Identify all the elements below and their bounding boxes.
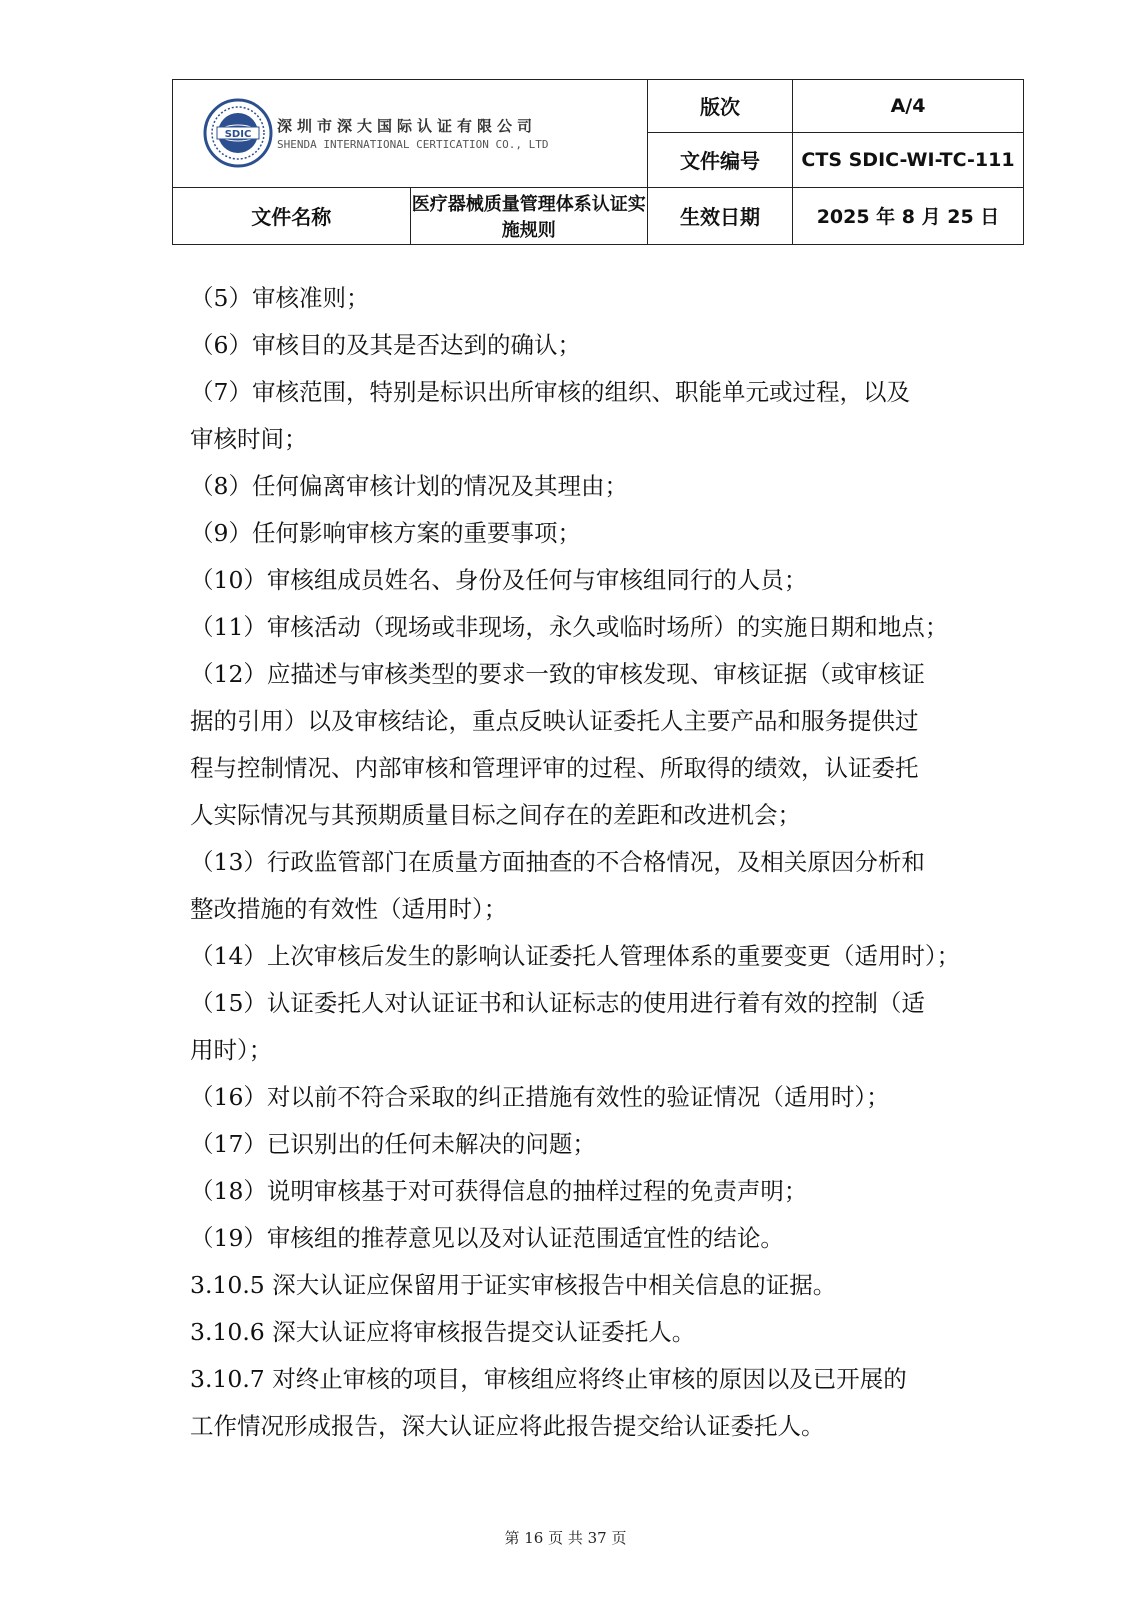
body-line: （15）认证委托人对认证证书和认证标志的使用进行着有效的控制（适 [190, 989, 925, 1017]
effective-date-value: 2025 年 8 月 25 日 [793, 187, 1024, 244]
document-header-table [172, 79, 1024, 245]
body-line: 工作情况形成报告，深大认证应将此报告提交给认证委托人。 [190, 1412, 825, 1440]
body-line: （19）审核组的推荐意见以及对认证范围适宜性的结论。 [190, 1224, 784, 1252]
svg-text:SDIC: SDIC [224, 129, 252, 141]
body-line: 人实际情况与其预期质量目标之间存在的差距和改进机会； [190, 801, 801, 829]
body-line: （10）审核组成员姓名、身份及任何与审核组同行的人员； [190, 566, 808, 594]
version-label: 版次 [648, 80, 793, 133]
body-line: （17）已识别出的任何未解决的问题； [190, 1130, 596, 1158]
page-number-footer: 第 16 页 共 37 页 [504, 1529, 627, 1547]
body-line: （9）任何影响审核方案的重要事项； [190, 519, 581, 547]
company-seal-logo-icon [203, 98, 273, 168]
body-line: 3.10.6 深大认证应将审核报告提交认证委托人。 [190, 1318, 696, 1346]
body-line: （12）应描述与审核类型的要求一致的审核发现、审核证据（或审核证 [190, 660, 925, 688]
body-line: 用时）； [190, 1036, 273, 1064]
company-name-cn: 深圳市深大国际认证有限公司 [277, 117, 538, 136]
body-line: 程与控制情况、内部审核和管理评审的过程、所取得的绩效，认证委托 [190, 754, 919, 782]
body-line: （16）对以前不符合采取的纠正措施有效性的验证情况（适用时）； [190, 1083, 890, 1111]
body-line: （6）审核目的及其是否达到的确认； [190, 331, 581, 359]
company-logo-cell [173, 80, 648, 188]
body-line: （11）审核活动（现场或非现场，永久或临时场所）的实施日期和地点； [190, 613, 949, 641]
effective-date-label: 生效日期 [648, 187, 793, 244]
doc-name-label: 文件名称 [173, 187, 411, 244]
doc-number-value: CTS SDIC-WI-TC-111 [793, 132, 1024, 187]
doc-name-value: 医疗器械质量管理体系认证实施规则 [410, 187, 648, 244]
company-name-en: SHENDA INTERNATIONAL CERTICATION CO., LTD [277, 138, 549, 152]
body-line: 3.10.7 对终止审核的项目，审核组应将终止审核的原因以及已开展的 [190, 1365, 907, 1393]
body-line: 3.10.5 深大认证应保留用于证实审核报告中相关信息的证据。 [190, 1271, 837, 1299]
body-line: （14）上次审核后发生的影响认证委托人管理体系的重要变更（适用时）； [190, 942, 961, 970]
body-line: （18）说明审核基于对可获得信息的抽样过程的免责声明； [190, 1177, 808, 1205]
body-line: 据的引用）以及审核结论，重点反映认证委托人主要产品和服务提供过 [190, 707, 919, 735]
body-line: （13）行政监管部门在质量方面抽查的不合格情况，及相关原因分析和 [190, 848, 925, 876]
version-value: A/4 [793, 80, 1024, 133]
body-line: （7）审核范围，特别是标识出所审核的组织、职能单元或过程，以及 [190, 378, 910, 406]
body-line: （8）任何偏离审核计划的情况及其理由； [190, 472, 628, 500]
body-line: （5）审核准则； [190, 284, 370, 312]
body-line: 审核时间； [190, 425, 308, 453]
body-line: 整改措施的有效性（适用时）； [190, 895, 508, 923]
document-body [190, 275, 1020, 1450]
doc-number-label: 文件编号 [648, 132, 793, 187]
